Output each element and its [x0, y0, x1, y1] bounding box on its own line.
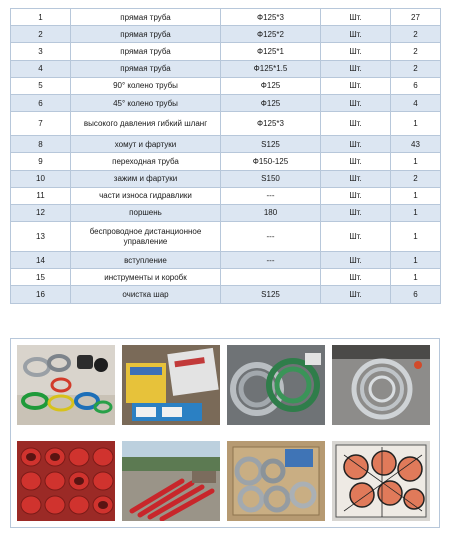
- unit-cell: Шт.: [321, 269, 391, 286]
- row-number-cell: 16: [11, 286, 71, 303]
- boxed-spare-parts-photo: [122, 345, 220, 425]
- table-row: [11, 112, 441, 136]
- quantity-cell: 43: [391, 136, 441, 153]
- row-number-cell: 10: [11, 170, 71, 187]
- item-name-cell: зажим и фартуки: [71, 170, 221, 187]
- table-row: [11, 94, 441, 111]
- item-name-cell: прямая труба: [71, 26, 221, 43]
- unit-cell: Шт.: [321, 136, 391, 153]
- unit-cell: Шт.: [321, 222, 391, 252]
- quantity-cell: 2: [391, 26, 441, 43]
- item-name-cell: вступление: [71, 252, 221, 269]
- item-name-cell: прямая труба: [71, 60, 221, 77]
- spec-cell: Ф125*1.5: [221, 60, 321, 77]
- table-row: [11, 9, 441, 26]
- parts-table: [10, 8, 441, 304]
- spec-cell: Ф125*3: [221, 112, 321, 136]
- unit-cell: Шт.: [321, 286, 391, 303]
- table-row: [11, 77, 441, 94]
- row-number-cell: 6: [11, 94, 71, 111]
- table-row: [11, 26, 441, 43]
- item-name-cell: 90° колено трубы: [71, 77, 221, 94]
- table-row: [11, 153, 441, 170]
- unit-cell: Шт.: [321, 43, 391, 60]
- row-number-cell: 12: [11, 204, 71, 221]
- spec-cell: S125: [221, 286, 321, 303]
- quantity-cell: 2: [391, 170, 441, 187]
- spec-cell: ---: [221, 187, 321, 204]
- unit-cell: Шт.: [321, 170, 391, 187]
- unit-cell: Шт.: [321, 94, 391, 111]
- spec-table-area: [10, 8, 440, 304]
- unit-cell: Шт.: [321, 252, 391, 269]
- table-row: [11, 136, 441, 153]
- item-name-cell: беспроводное дистанционное управление: [71, 222, 221, 252]
- spec-cell: S125: [221, 136, 321, 153]
- row-number-cell: 3: [11, 43, 71, 60]
- row-number-cell: 13: [11, 222, 71, 252]
- row-number-cell: 5: [11, 77, 71, 94]
- quantity-cell: 1: [391, 222, 441, 252]
- clamps-and-parts-photo: [17, 345, 115, 425]
- quantity-cell: 1: [391, 269, 441, 286]
- row-number-cell: 9: [11, 153, 71, 170]
- red-pipes-yard-photo: [122, 441, 220, 521]
- spec-cell: [221, 269, 321, 286]
- item-name-cell: высокого давления гибкий шланг: [71, 112, 221, 136]
- quantity-cell: 1: [391, 252, 441, 269]
- unit-cell: Шт.: [321, 204, 391, 221]
- table-row: [11, 204, 441, 221]
- item-name-cell: 45° колено трубы: [71, 94, 221, 111]
- quantity-cell: 4: [391, 94, 441, 111]
- quantity-cell: 1: [391, 112, 441, 136]
- quantity-cell: 1: [391, 187, 441, 204]
- spec-cell: Ф125*1: [221, 43, 321, 60]
- quantity-cell: 2: [391, 43, 441, 60]
- spec-cell: Ф150-125: [221, 153, 321, 170]
- table-row: [11, 187, 441, 204]
- unit-cell: Шт.: [321, 153, 391, 170]
- spec-cell: ---: [221, 252, 321, 269]
- item-name-cell: поршень: [71, 204, 221, 221]
- quantity-cell: 1: [391, 204, 441, 221]
- red-pipe-stack-photo: [17, 441, 115, 521]
- row-number-cell: 11: [11, 187, 71, 204]
- spec-cell: Ф125: [221, 94, 321, 111]
- row-number-cell: 8: [11, 136, 71, 153]
- cleaning-balls-photo: [332, 441, 430, 521]
- spec-cell: Ф125*2: [221, 26, 321, 43]
- row-number-cell: 1: [11, 9, 71, 26]
- item-name-cell: прямая труба: [71, 9, 221, 26]
- item-name-cell: инструменты и коробк: [71, 269, 221, 286]
- table-row: [11, 170, 441, 187]
- row-number-cell: 4: [11, 60, 71, 77]
- item-name-cell: хомут и фартуки: [71, 136, 221, 153]
- quantity-cell: 27: [391, 9, 441, 26]
- item-name-cell: очистка шар: [71, 286, 221, 303]
- unit-cell: Шт.: [321, 77, 391, 94]
- quantity-cell: 1: [391, 153, 441, 170]
- row-number-cell: 7: [11, 112, 71, 136]
- unit-cell: Шт.: [321, 26, 391, 43]
- item-name-cell: прямая труба: [71, 43, 221, 60]
- coiled-hoses-photo: [227, 345, 325, 425]
- item-name-cell: переходная труба: [71, 153, 221, 170]
- table-row: [11, 286, 441, 303]
- table-row: [11, 252, 441, 269]
- unit-cell: Шт.: [321, 9, 391, 26]
- spec-cell: 180: [221, 204, 321, 221]
- row-number-cell: 2: [11, 26, 71, 43]
- table-row: [11, 269, 441, 286]
- quantity-cell: 6: [391, 77, 441, 94]
- coiled-cable-photo: [332, 345, 430, 425]
- spec-cell: Ф125: [221, 77, 321, 94]
- unit-cell: Шт.: [321, 187, 391, 204]
- spec-cell: ---: [221, 222, 321, 252]
- boxed-clamps-photo: [227, 441, 325, 521]
- item-name-cell: части износа гидравлики: [71, 187, 221, 204]
- quantity-cell: 2: [391, 60, 441, 77]
- row-number-cell: 14: [11, 252, 71, 269]
- table-row: [11, 43, 441, 60]
- table-row: [11, 60, 441, 77]
- spec-cell: Ф125*3: [221, 9, 321, 26]
- spec-cell: S150: [221, 170, 321, 187]
- unit-cell: Шт.: [321, 112, 391, 136]
- unit-cell: Шт.: [321, 60, 391, 77]
- table-row: [11, 222, 441, 252]
- photo-gallery: [10, 338, 440, 528]
- row-number-cell: 15: [11, 269, 71, 286]
- quantity-cell: 6: [391, 286, 441, 303]
